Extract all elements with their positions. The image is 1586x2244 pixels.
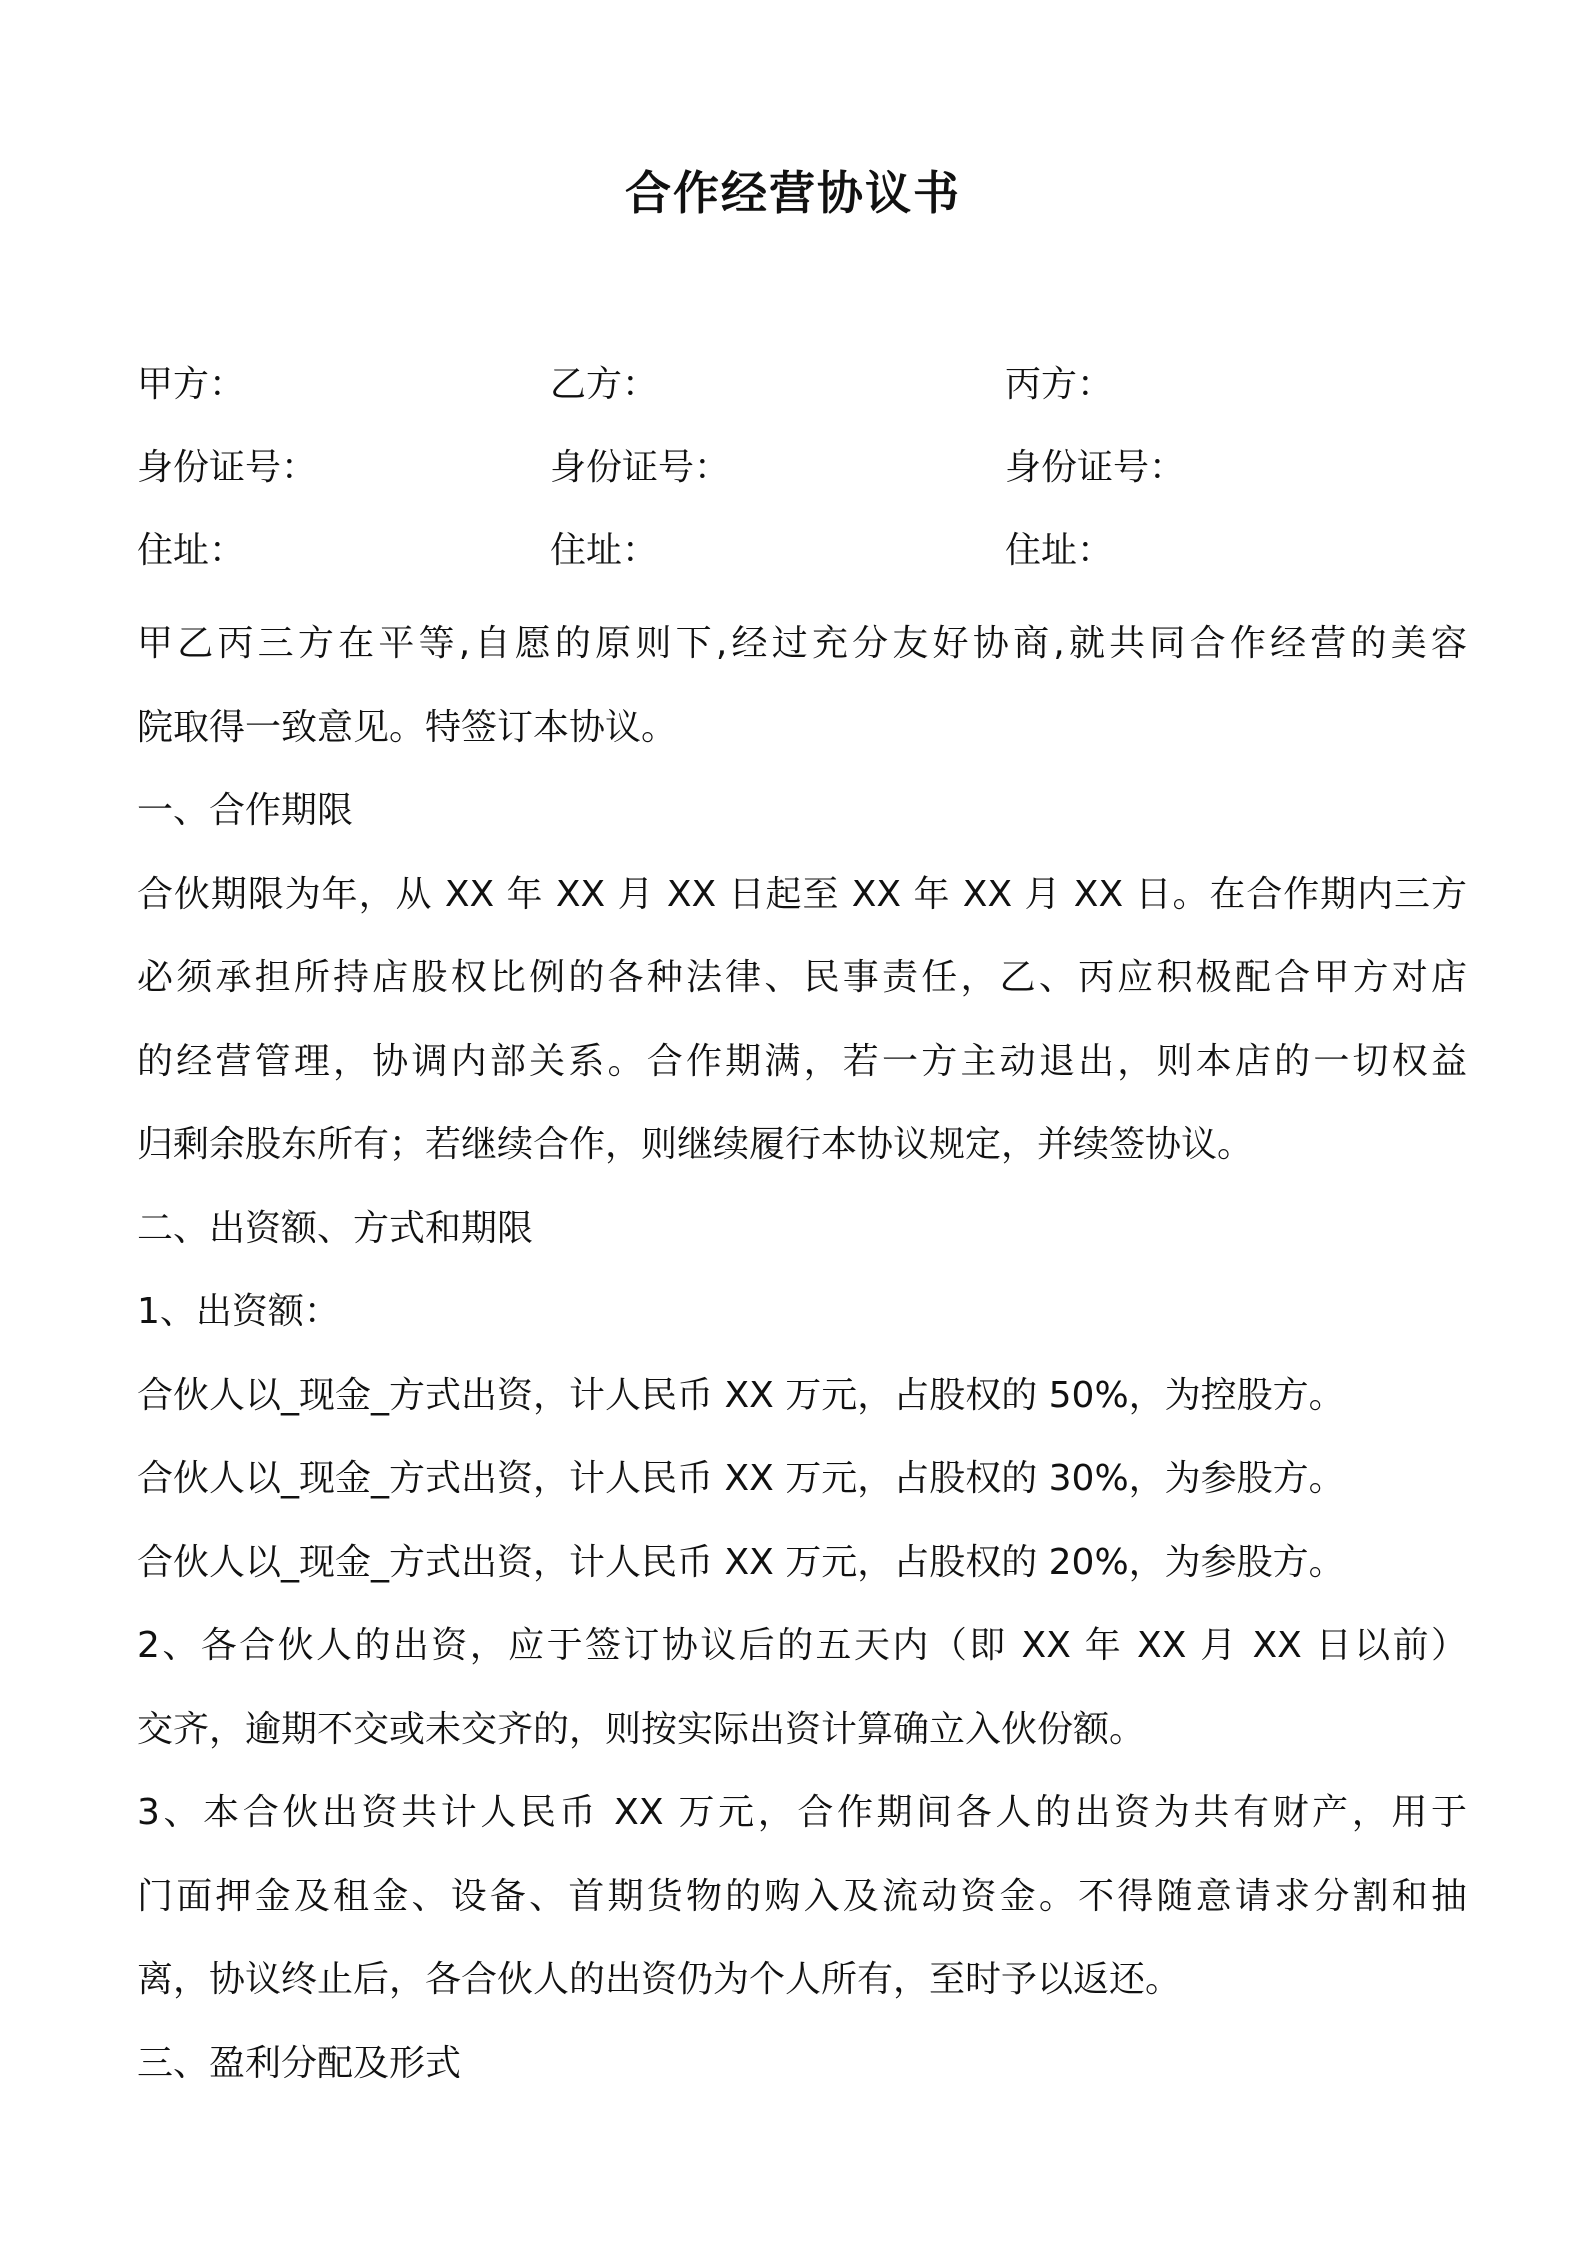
section-heading-profit: 三、盈利分配及形式: [137, 2042, 462, 2084]
party-name-row: [137, 355, 1457, 415]
capital-partner-1: 合伙人以_现金_方式出资，计人民币 XX 万元，占股权的 50%，为控股方。: [137, 1374, 1345, 1416]
intro-line-1: 甲乙丙三方在平等,自愿的原则下,经过充分友好协商,就共同合作经营的美容: [137, 623, 1467, 664]
document-title: 合作经营协议书: [625, 166, 961, 220]
capital-total-line-2: 门面押金及租金、设备、首期货物的购入及流动资金。不得随意请求分割和抽: [137, 1875, 1467, 1917]
party-c-address-label: 住址：: [1005, 530, 1114, 571]
party-a-label: 甲方：: [137, 364, 246, 405]
capital-deadline-line-1: 2、各合伙人的出资，应于签订协议后的五天内（即 XX 年 XX 月 XX 日以前）: [137, 1625, 1467, 1666]
term-line-2: 必须承担所持店股权比例的各种法律、民事责任，乙、丙应积极配合甲方对店: [137, 957, 1467, 998]
party-a-address-label: 住址：: [137, 530, 246, 571]
capital-subheading: 1、出资额：: [137, 1291, 340, 1332]
capital-partner-2: 合伙人以_现金_方式出资，计人民币 XX 万元，占股权的 30%，为参股方。: [137, 1458, 1345, 1499]
party-id-row: [137, 438, 1457, 498]
party-address-row: [137, 521, 1457, 581]
party-a-id-label: 身份证号：: [137, 447, 318, 488]
capital-partner-3: 合伙人以_现金_方式出资，计人民币 XX 万元，占股权的 20%，为参股方。: [137, 1541, 1345, 1583]
party-b-address-label: 住址：: [550, 530, 659, 571]
party-c-label: 丙方：: [1005, 364, 1114, 405]
section-heading-term: 一、合作期限: [137, 790, 354, 831]
party-b-label: 乙方：: [550, 364, 659, 405]
capital-total-line-3: 离，协议终止后，各合伙人的出资仍为个人所有，至时予以返还。: [137, 1959, 1182, 2000]
party-c-id-label: 身份证号：: [1005, 447, 1186, 488]
intro-line-2: 院取得一致意见。特签订本协议。: [137, 706, 678, 748]
capital-deadline-line-2: 交齐，逾期不交或未交齐的，则按实际出资计算确立入伙份额。: [137, 1708, 1146, 1750]
section-heading-capital: 二、出资额、方式和期限: [137, 1207, 534, 1249]
term-line-4: 归剩余股东所有；若继续合作，则继续履行本协议规定，并续签协议。: [137, 1124, 1254, 1165]
agreement-body: [137, 602, 1467, 2105]
term-line-1: 合伙期限为年，从 XX 年 XX 月 XX 日起至 XX 年 XX 月 XX 日。在合作期内三方: [137, 873, 1467, 915]
term-line-3: 的经营管理，协调内部关系。合作期满，若一方主动退出，则本店的一切权益: [137, 1040, 1467, 1082]
party-b-id-label: 身份证号：: [550, 447, 731, 488]
capital-total-line-1: 3、本合伙出资共计人民币 XX 万元，合作期间各人的出资为共有财产，用于: [137, 1792, 1467, 1833]
